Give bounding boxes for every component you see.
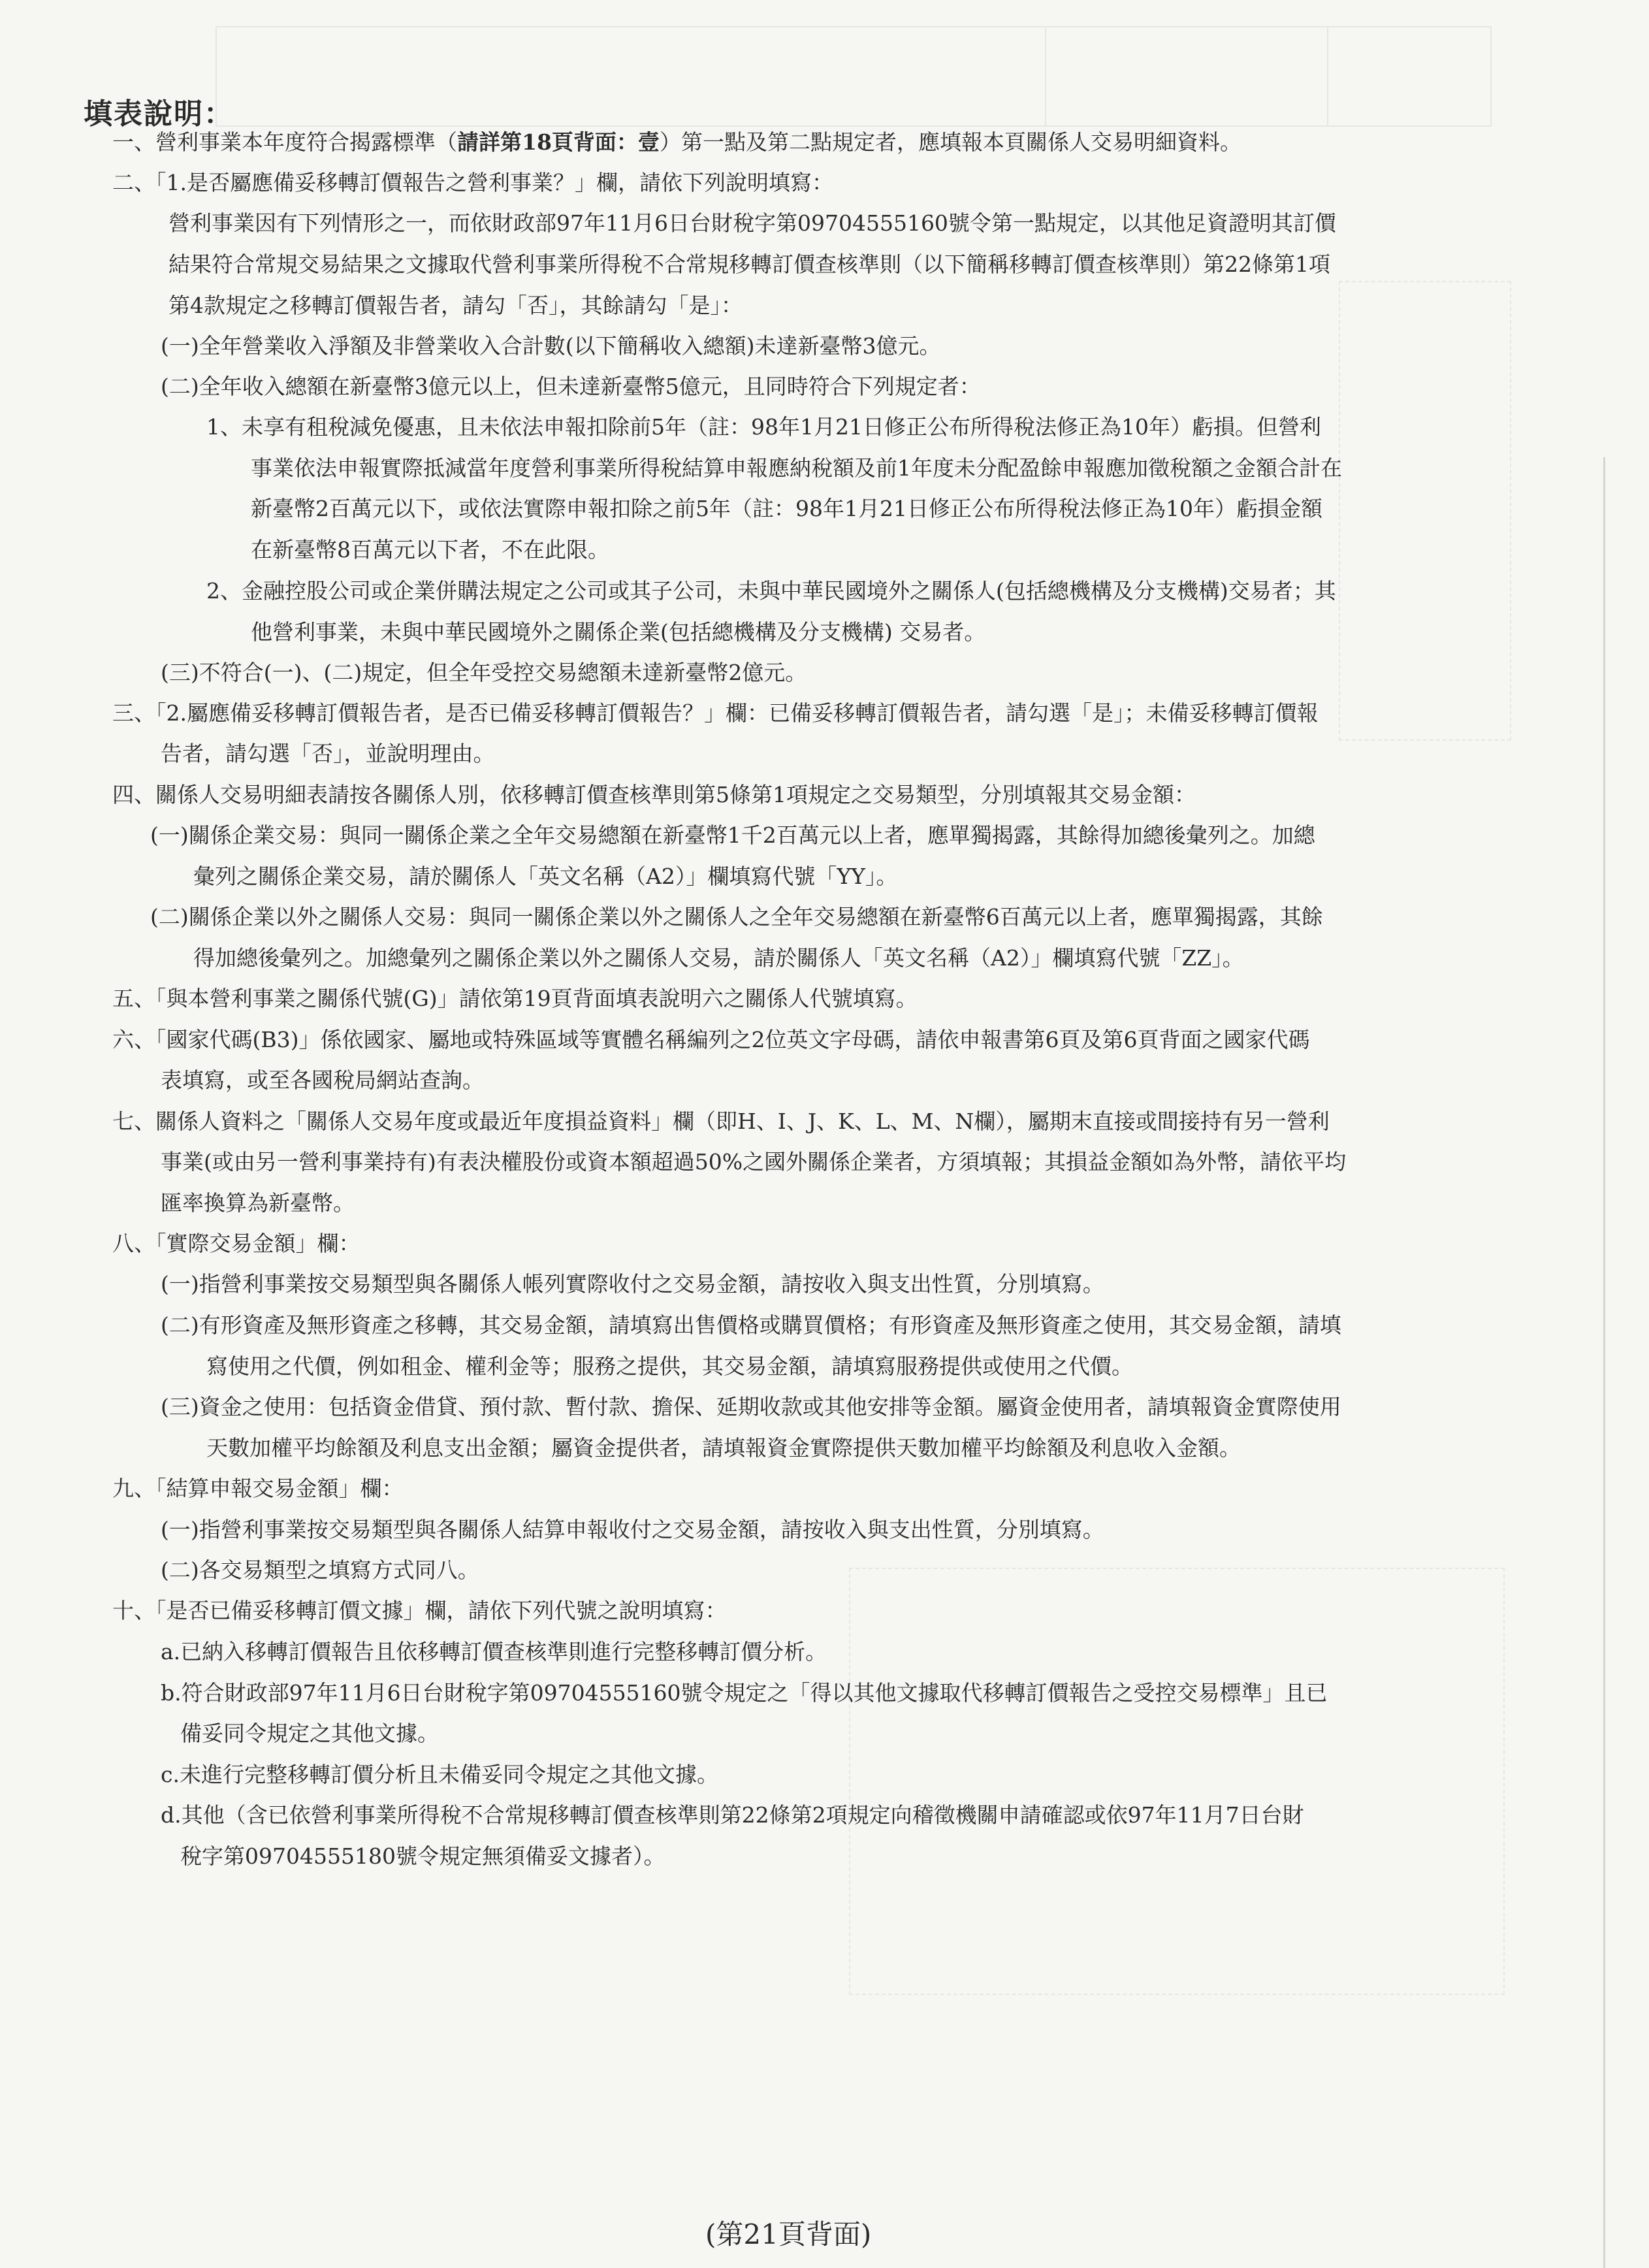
instruction-line bbox=[150, 821, 1315, 850]
line-text: (三)資金之使用：包括資金借貸、預付款、暫付款、擔保、延期收款或其他安排等金額。屬資金使用者，請填報資金實際使用 bbox=[161, 1394, 1341, 1419]
line-text: 1、未享有租稅減免優惠，且未依法申報扣除前5年（註：98年1月21日修正公布所得稅法修正為10年）虧損。但營利 bbox=[206, 414, 1321, 440]
line-text: 六、「國家代碼(B3)」係依國家、屬地或特殊區域等實體名稱編列之2位英文字母碼，請依申報書第6頁及第6頁背面之國家代碼 bbox=[112, 1027, 1310, 1052]
bleed-through-box bbox=[1339, 281, 1511, 741]
line-text: 備妥同令規定之其他文據。 bbox=[180, 1721, 439, 1746]
line-text: ）第一點及第二點規定者，應填報本頁關係人交易明細資料。 bbox=[659, 129, 1241, 155]
line-text: 新臺幣2百萬元以下，或依法實際申報扣除之前5年（註：98年1月21日修正公布所得稅法修正為10年）虧損金額 bbox=[251, 496, 1322, 521]
line-text: 營利事業因有下列情形之一，而依財政部97年11月6日台財稅字第09704555160號令第一點規定，以其他足資證明其訂價 bbox=[168, 210, 1336, 236]
line-text: 表填寫，或至各國稅局網站查詢。 bbox=[161, 1067, 484, 1093]
instruction-line bbox=[161, 1515, 1104, 1544]
instruction-line bbox=[161, 1801, 1304, 1830]
line-text: 第4款規定之移轉訂價報告者，請勾「否」，其餘請勾「是」： bbox=[168, 293, 743, 318]
line-text: 他營利事業，未與中華民國境外之關係企業(包括總機構及分支機構) 交易者。 bbox=[251, 619, 986, 645]
line-text: c.未進行完整移轉訂價分析且未備妥同令規定之其他文據。 bbox=[161, 1762, 718, 1787]
instruction-line bbox=[161, 1189, 355, 1218]
instruction-line bbox=[112, 1596, 727, 1625]
line-text: 三、「2.屬應備妥移轉訂價報告者，是否已備妥移轉訂價報告？」欄：已備妥移轉訂價報告者，請勾選「是」；未備妥移轉訂價報 bbox=[112, 700, 1319, 726]
line-text: (一)關係企業交易：與同一關係企業之全年交易總額在新臺幣1千2百萬元以上者，應單獨揭露，其餘得加總後彙列之。加總 bbox=[150, 822, 1315, 848]
line-text: 寫使用之代價，例如租金、權利金等；服務之提供，其交易金額，請填寫服務提供或使用之代價。 bbox=[206, 1353, 1133, 1379]
instruction-line bbox=[150, 903, 1323, 932]
page-number: (第21頁背面) bbox=[705, 2218, 872, 2250]
instruction-line bbox=[112, 781, 1196, 809]
line-text: 事業依法申報實際抵減當年度營利事業所得稅結算申報應納稅額及前1年度未分配盈餘申報應加徵稅額之金額合計在 bbox=[251, 455, 1342, 481]
instruction-line bbox=[161, 1760, 718, 1789]
line-text: 得加總後彙列之。加總彙列之關係企業以外之關係人交易，請於關係人「英文名稱（A2）」欄填寫代號「ZZ」。 bbox=[193, 945, 1244, 971]
instruction-line bbox=[161, 1679, 1328, 1708]
instruction-line bbox=[251, 618, 985, 647]
line-text: 匯率換算為新臺幣。 bbox=[161, 1190, 355, 1216]
line-text: 七、關係人資料之「關係人交易年度或最近年度損益資料」欄（即H、I、J、K、L、M、N欄），屬期末直接或間接持有另一營利 bbox=[112, 1109, 1330, 1134]
line-text: 2、金融控股公司或企業併購法規定之公司或其子公司，未與中華民國境外之關係人(包括總機構及分支機構)交易者；其 bbox=[206, 578, 1336, 604]
instruction-line bbox=[161, 1393, 1341, 1421]
instruction-line bbox=[168, 291, 743, 320]
instruction-line bbox=[161, 739, 495, 768]
line-text: 九、「結算申報交易金額」欄： bbox=[112, 1476, 404, 1501]
line-text: a.已納入移轉訂價報告且依移轉訂價查核準則進行完整移轉訂價分析。 bbox=[161, 1639, 827, 1664]
line-text: (二)各交易類型之填寫方式同八。 bbox=[161, 1557, 479, 1583]
instruction-line bbox=[180, 1842, 665, 1871]
line-text: 四、關係人交易明細表請按各關係人別，依移轉訂價查核準則第5條第1項規定之交易類型，分別填報其交易金額： bbox=[112, 782, 1196, 807]
line-text: (二)有形資產及無形資產之移轉，其交易金額，請填寫出售價格或購買價格；有形資產及無形資產之使用，其交易金額，請填 bbox=[161, 1312, 1341, 1338]
bleed-through-box bbox=[849, 1568, 1505, 1995]
instruction-line bbox=[161, 372, 981, 401]
instruction-line bbox=[180, 1719, 439, 1748]
line-text: d.其他（含已依營利事業所得稅不合常規移轉訂價查核準則第22條第2項規定向稽徵機關申請確認或依97年11月7日台財 bbox=[161, 1802, 1304, 1828]
instruction-line bbox=[206, 1352, 1133, 1381]
instruction-line bbox=[206, 577, 1336, 606]
bold-text: 請詳第18頁背面：壹 bbox=[457, 129, 660, 155]
line-text: 告者，請勾選「否」，並說明理由。 bbox=[161, 741, 495, 766]
line-text: 二、「1.是否屬應備妥移轉訂價報告之營利事業？」欄，請依下列說明填寫： bbox=[112, 170, 833, 195]
instruction-line bbox=[161, 1556, 479, 1585]
line-text: 稅字第09704555180號令規定無須備妥文據者）。 bbox=[180, 1843, 665, 1869]
instruction-line bbox=[161, 332, 941, 361]
instruction-line bbox=[251, 536, 609, 564]
instruction-line bbox=[161, 658, 807, 687]
instruction-line bbox=[161, 1148, 1346, 1176]
line-text: (三)不符合(一)、(二)規定，但全年受控交易總額未達新臺幣2億元。 bbox=[161, 660, 807, 685]
line-text: 天數加權平均餘額及利息支出金額；屬資金提供者，請填報資金實際提供天數加權平均餘額及利息收入金額。 bbox=[206, 1435, 1241, 1461]
line-text: 十、「是否已備妥移轉訂價文據」欄，請依下列代號之說明填寫： bbox=[112, 1598, 727, 1623]
instruction-line bbox=[112, 984, 918, 1013]
line-text: 一、營利事業本年度符合揭露標準（ bbox=[112, 129, 457, 155]
page-edge-line bbox=[1603, 457, 1605, 2268]
instruction-line bbox=[193, 944, 1244, 973]
instruction-line bbox=[112, 1474, 404, 1503]
line-text: 八、「實際交易金額」欄： bbox=[112, 1231, 360, 1256]
instruction-line bbox=[251, 494, 1322, 523]
line-text: (一)全年營業收入淨額及非營業收入合計數(以下簡稱收入總額)未達新臺幣3億元。 bbox=[161, 333, 941, 359]
line-text: (二)全年收入總額在新臺幣3億元以上，但未達新臺幣5億元，且同時符合下列規定者： bbox=[161, 374, 981, 399]
line-text: (一)指營利事業按交易類型與各關係人結算申報收付之交易金額，請按收入與支出性質，分別填寫。 bbox=[161, 1517, 1104, 1542]
instruction-line bbox=[251, 454, 1342, 483]
line-text: (一)指營利事業按交易類型與各關係人帳列實際收付之交易金額，請按收入與支出性質，分別填寫。 bbox=[161, 1271, 1104, 1297]
instruction-line bbox=[168, 209, 1336, 238]
instruction-line bbox=[161, 1066, 484, 1095]
line-text: 結果符合常規交易結果之文據取代營利事業所得稅不合常規移轉訂價查核準則（以下簡稱移轉訂價查核準則）第22條第1項 bbox=[168, 251, 1330, 277]
instruction-line bbox=[168, 250, 1330, 279]
instructions-title: 填表說明： bbox=[84, 97, 234, 131]
instruction-line bbox=[161, 1270, 1104, 1299]
instruction-line bbox=[193, 862, 897, 891]
line-text: (二)關係企業以外之關係人交易：與同一關係企業以外之關係人之全年交易總額在新臺幣6百萬元以上者，應單獨揭露，其餘 bbox=[150, 904, 1323, 930]
line-text: 五、「與本營利事業之關係代號(G)」請依第19頁背面填表說明六之關係人代號填寫。 bbox=[112, 986, 918, 1011]
instruction-line bbox=[112, 699, 1319, 728]
line-text: 在新臺幣8百萬元以下者，不在此限。 bbox=[251, 537, 609, 562]
line-text: b.符合財政部97年11月6日台財稅字第09704555160號令規定之「得以其他文據取代移轉訂價報告之受控交易標準」且已 bbox=[161, 1680, 1328, 1706]
instruction-line bbox=[161, 1638, 827, 1666]
line-text: 事業(或由另一營利事業持有)有表決權股份或資本額超過50%之國外關係企業者，方須填報；其損益金額如為外幣，請依平均 bbox=[161, 1149, 1347, 1174]
bleed-through-box bbox=[1045, 26, 1492, 127]
line-text: 彙列之關係企業交易，請於關係人「英文名稱（A2）」欄填寫代號「YY」。 bbox=[193, 864, 898, 889]
instruction-line bbox=[112, 1107, 1330, 1136]
instruction-line bbox=[112, 1229, 360, 1258]
instruction-line bbox=[161, 1311, 1341, 1340]
instruction-line bbox=[112, 169, 833, 197]
instruction-line bbox=[112, 128, 1241, 157]
instruction-line bbox=[206, 1434, 1241, 1463]
instruction-line bbox=[112, 1026, 1309, 1054]
instruction-line bbox=[206, 413, 1321, 442]
